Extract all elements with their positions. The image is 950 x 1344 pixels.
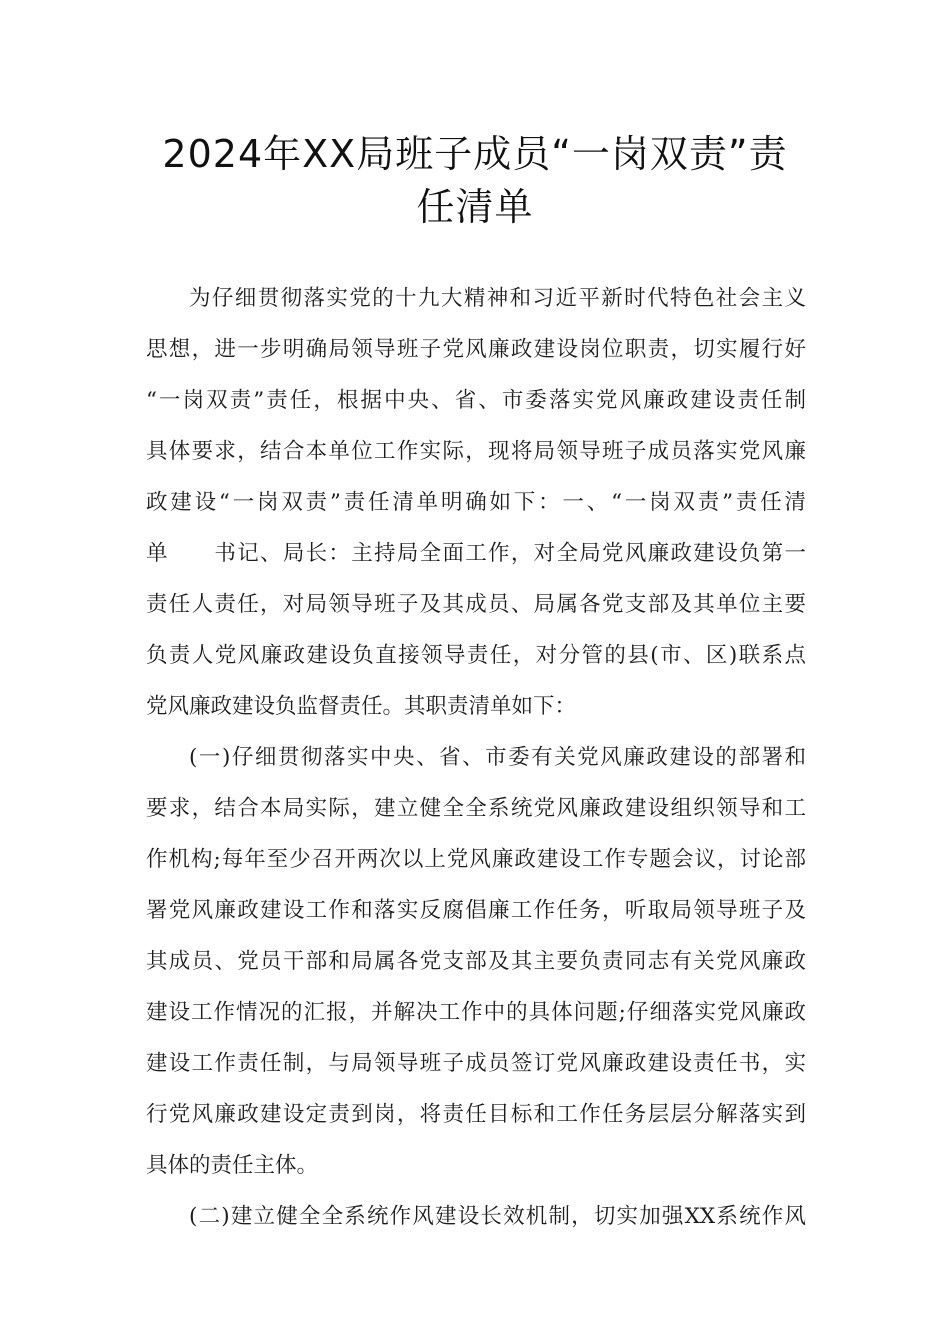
text-line: 建设工作责任制，与局领导班子成员签订党风廉政建设责任书，实 <box>146 1051 806 1076</box>
text-line: 作机构;每年至少召开两次以上党风廉政建设工作专题会议，讨论部 <box>146 847 806 872</box>
text-line: 党风廉政建设负监督责任。其职责清单如下： <box>146 694 577 719</box>
text-line: 要求，结合本局实际，建立健全全系统党风廉政建设组织领导和工 <box>146 796 806 821</box>
text-line: 政建设“一岗双责”责任清单明确如下：一、“一岗双责”责任清 <box>146 490 806 515</box>
text-line: “一岗双责”责任，根据中央、省、市委落实党风廉政建设责任制 <box>146 388 806 413</box>
text-line: 具体的责任主体。 <box>146 1153 319 1178</box>
text-line: (二)建立健全全系统作风建设长效机制，切实加强XX系统作风 <box>189 1204 806 1229</box>
text-line: 具体要求，结合本单位工作实际，现将局领导班子成员落实党风廉 <box>146 439 806 464</box>
text-line: 其成员、党员干部和局属各党支部及其主要负责同志有关党风廉政 <box>146 949 806 974</box>
text-line: 思想，进一步明确局领导班子党风廉政建设岗位职责，切实履行好 <box>146 337 806 362</box>
title-line-2: 任清单 <box>416 185 534 229</box>
text-line: 责任人责任，对局领导班子及其成员、局属各党支部及其单位主要 <box>146 592 806 617</box>
text-line: 为仔细贯彻落实党的十九大精神和习近平新时代特色社会主义 <box>189 286 806 311</box>
title-line-1: 2024年XX局班子成员“一岗双责”责 <box>162 132 788 176</box>
text-line: 负责人党风廉政建设负直接领导责任，对分管的县(市、区)联系点 <box>146 643 806 668</box>
text-line: 行党风廉政建设定责到岗，将责任目标和工作任务层层分解落实到 <box>146 1102 806 1127</box>
text-line: 建设工作情况的汇报，并解决工作中的具体问题;仔细落实党风廉政 <box>146 1000 806 1025</box>
text-line: 单 书记、局长：主持局全面工作，对全局党风廉政建设负第一 <box>146 541 806 566</box>
text-line: (一)仔细贯彻落实中央、省、市委有关党风廉政建设的部署和 <box>189 745 806 770</box>
text-line: 署党风廉政建设工作和落实反腐倡廉工作任务，听取局领导班子及 <box>146 898 806 923</box>
document-title <box>120 128 830 234</box>
